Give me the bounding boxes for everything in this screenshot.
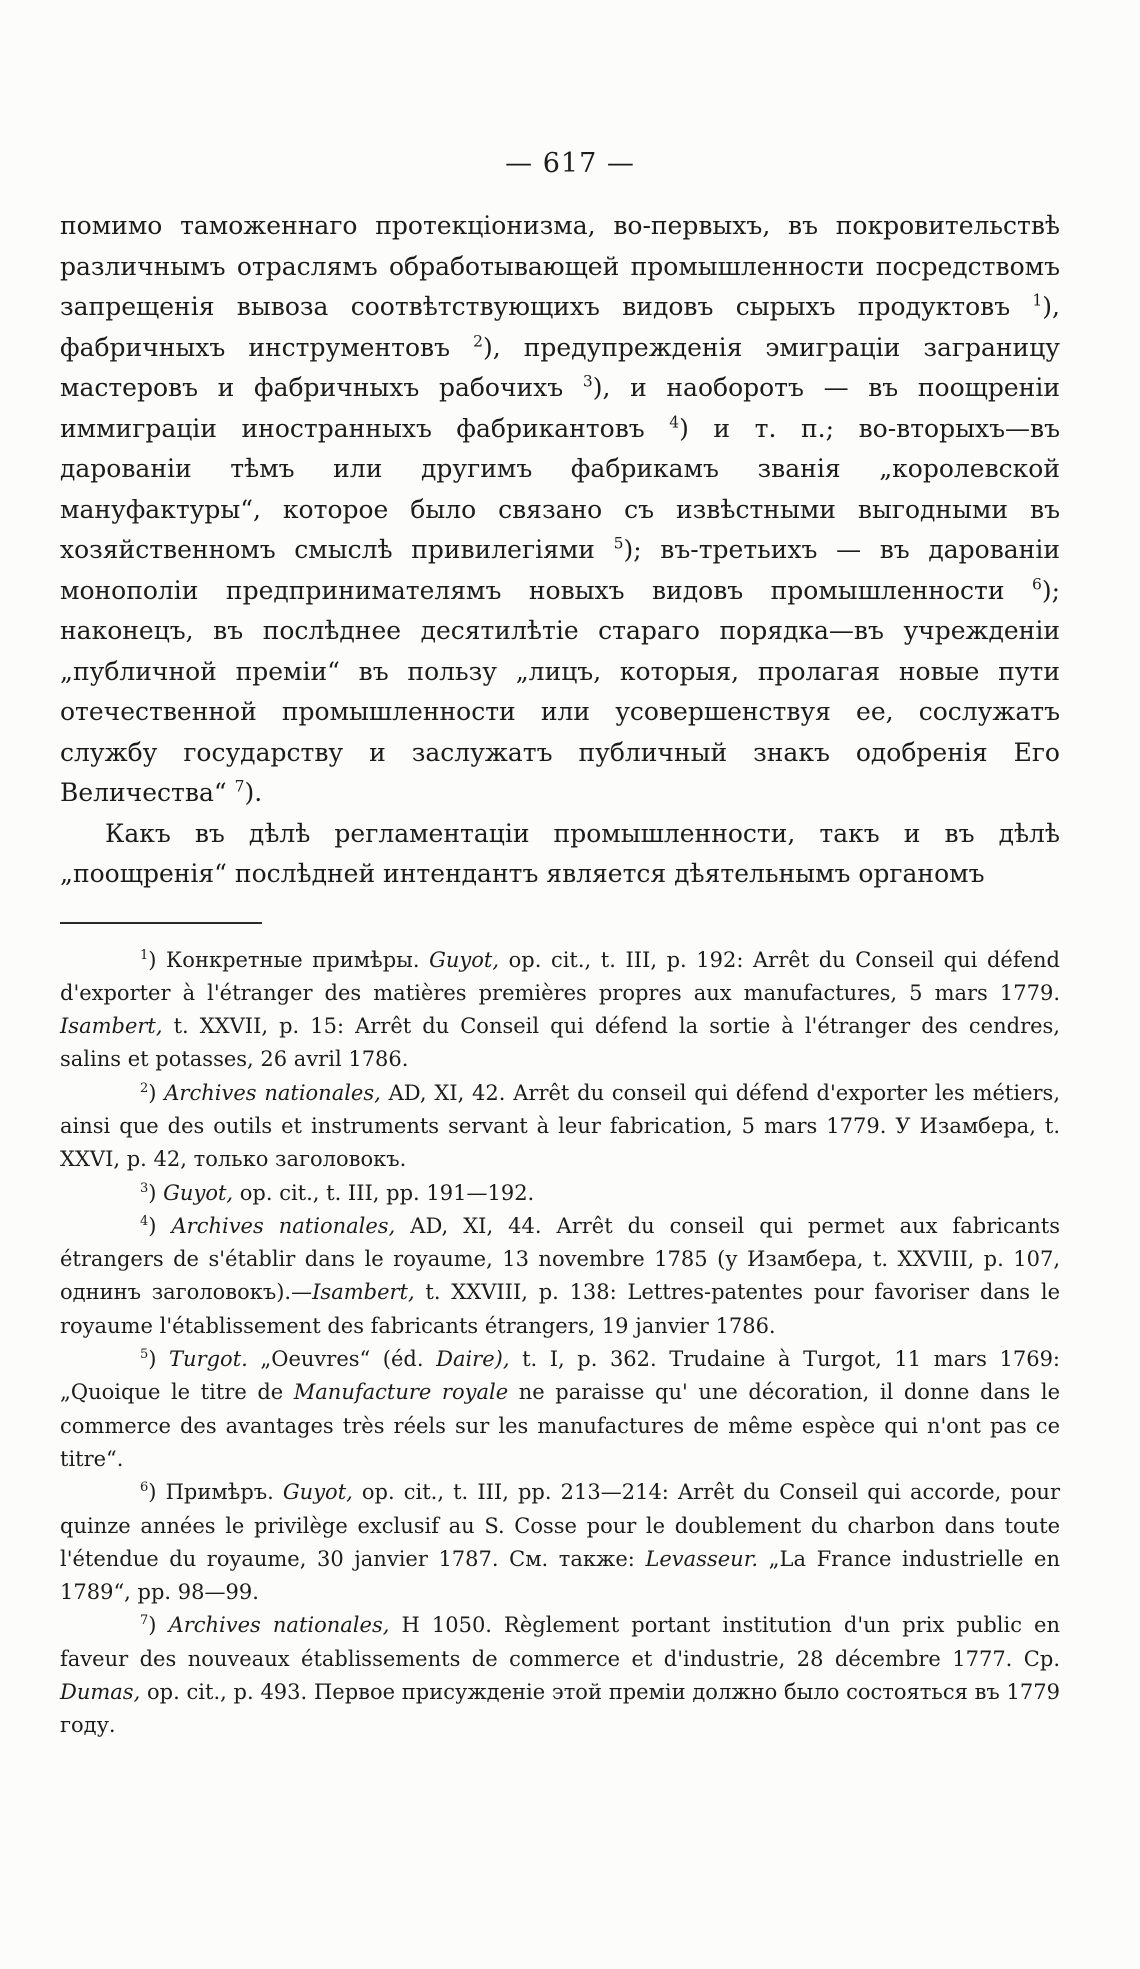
footnote-divider — [60, 922, 262, 924]
paragraph-2: Какъ въ дѣлѣ регламентаціи промышленности, такъ и въ дѣлѣ „поощренія“ послѣдней интендантъ является дѣятельнымъ органомъ — [60, 818, 1060, 888]
paragraph-text: ); наконецъ, въ послѣднее десятилѣтіе стараго порядка—въ учрежденіи „публичной преміи“ въ пользу „лицъ, которыя, пролагая новые пути отечественной промышленности или усовершенствуя ее, сослужатъ службу государству и заслужатъ публичный знакъ одобренія Его Величества“ — [60, 575, 1060, 807]
footnote-ref-4: 4 — [669, 413, 680, 432]
footnote-mark: 7 — [140, 1613, 149, 1629]
footnotes — [60, 944, 1060, 1743]
footnote-text: ) — [148, 1180, 164, 1205]
paragraph-text: ), и наоборотъ — въ поощреніи иммиграціи иностранныхъ фабрикантовъ — [60, 373, 1061, 443]
footnote-author: Levasseur. — [645, 1546, 759, 1571]
footnote-text: H 1050. Règlement portant institution d'un prix public en faveur des nouveaux établissements de commerce et d'industrie, 28 décembre 1777. Ср. — [60, 1613, 1061, 1671]
footnote-ref-2: 2 — [473, 332, 483, 351]
paragraph-1 — [60, 206, 1060, 814]
footnote-text: op. cit., t. III, pp. 213—214: Arrêt du Conseil qui accorde, pour quinze années le privilège exclusif au S. Cosse pour le doublement du charbon dans toute l'étendue du royaume, 30 janvier 1787. См. также: — [60, 1480, 1060, 1571]
footnote-text: ) — [148, 1080, 165, 1105]
footnote-ref-5: 5 — [613, 534, 624, 553]
footnote-text: ) — [148, 1213, 172, 1238]
book-page — [60, 148, 1060, 1743]
paragraph-text: ), фабричныхъ инструментовъ — [60, 292, 1060, 362]
page-number: — 617 — — [505, 148, 635, 179]
footnote-ref-1: 1 — [1032, 291, 1043, 310]
paragraph-text: ). — [244, 778, 263, 807]
paragraph-text: помимо таможеннаго протекціонизма, во-первыхъ, въ покровительствѣ различнымъ отраслямъ обработывающей промышленности посредствомъ запрещенія вывоза соотвѣтствующихъ видовъ сырыхъ продуктовъ — [60, 211, 1060, 321]
footnote-text: „Oeuvres“ (éd. — [247, 1347, 437, 1372]
footnote-mark: 6 — [140, 1480, 149, 1496]
footnote-text: ) — [148, 1613, 169, 1638]
footnote-ref-6: 6 — [1031, 575, 1042, 594]
footnote-text: t. XXVIII, p. 138: Lettres-patentes pour favoriser dans le royaume l'établissement des fabricants étrangers, 19 janvier 1786. — [60, 1280, 1060, 1338]
footnote-mark: 2 — [140, 1080, 149, 1096]
paragraph-text: ), предупрежденія эмиграціи заграницу мастеровъ и фабричныхъ рабочихъ — [60, 332, 1060, 402]
footnote-author: Turgot. — [169, 1347, 248, 1372]
footnote-author: Guyot, — [282, 1480, 353, 1505]
footnote-text: op. cit., t. III, p. 192: Arrêt du Conseil qui défend d'exporter à l'étranger des matières premières propres aux manufactures, 5 mars 1779. — [60, 947, 1060, 1005]
footnote-author: Isambert, — [312, 1280, 415, 1305]
footnote-mark: 3 — [140, 1180, 149, 1196]
paragraph-text: ); въ-третьихъ — въ дарованіи монополіи предпринимателямъ новыхъ видовъ промышленности — [60, 535, 1060, 605]
footnote-quote-title: Manufacture royale — [293, 1380, 509, 1405]
footnote-4 — [60, 1210, 1060, 1343]
footnote-text: t. I, p. 362. Trudaine à Turgot, 11 mars 1769: „Quoique le titre de — [60, 1347, 1060, 1405]
footnote-mark: 5 — [140, 1347, 149, 1363]
footnote-7 — [60, 1609, 1060, 1742]
footnote-text: ) — [148, 1347, 170, 1372]
footnote-5 — [60, 1343, 1060, 1476]
footnote-text: ne paraisse qu' une décoration, il donne dans le commerce des avantages très réels sur les manufactures de même espèce qui n'ont pas ce titre“. — [60, 1380, 1060, 1471]
footnote-2 — [60, 1077, 1060, 1177]
footnote-source: Archives nationales, — [168, 1613, 390, 1638]
footnote-source: Archives nationales, — [171, 1213, 396, 1238]
footnote-6 — [60, 1476, 1060, 1609]
footnote-author: Guyot, — [163, 1180, 234, 1205]
paragraph-text: ) и т. п.; во-вторыхъ—въ дарованіи тѣмъ или другимъ фабрикамъ званія „королевской мануфактуры“, которое было связано съ извѣстными выгодными въ хозяйственномъ смыслѣ привилегіями — [60, 413, 1060, 564]
footnote-text: AD, XI, 44. Arrêt du conseil qui permet aux fabricants étrangers de s'établir dans le royaume, 13 novembre 1785 (у Изамбера, t. XXVIII, p. 107, однинъ заголовокъ).— — [60, 1213, 1061, 1305]
footnote-mark: 4 — [140, 1213, 149, 1229]
footnote-text: „La France industrielle en 1789“, pp. 98—99. — [60, 1546, 1060, 1605]
footnote-author: Isambert, — [60, 1014, 163, 1039]
footnote-author: Guyot, — [429, 947, 500, 972]
footnote-text: op. cit., p. 493. Первое присужденіе этой преміи должно было состояться въ 1779 году. — [60, 1680, 1060, 1738]
footnote-ref-3: 3 — [582, 372, 593, 391]
footnote-text: op. cit., t. III, pp. 191—192. — [233, 1180, 535, 1205]
footnote-text: ) Примѣръ. — [148, 1480, 283, 1505]
footnote-1 — [60, 944, 1060, 1077]
footnote-text: AD, XI, 42. Arrêt du conseil qui défend d'exporter les métiers, ainsi que des outils et instruments servant à leur fabrication, 5 mars 1779. У Изамбера, t. XXVI, p. 42, только заголовокъ. — [60, 1080, 1060, 1172]
footnote-source: Archives nationales, — [164, 1080, 381, 1105]
footnote-author: Dumas, — [60, 1680, 141, 1705]
footnote-mark: 1 — [140, 947, 149, 963]
footnote-text: t. XXVII, p. 15: Arrêt du Conseil qui défend la sortie à l'étranger des cendres, salins et potasses, 26 avril 1786. — [60, 1014, 1060, 1072]
footnote-3 — [60, 1177, 1060, 1210]
main-text — [60, 206, 1060, 895]
footnote-ref-7: 7 — [234, 777, 245, 796]
footnote-text: ) Конкретные примѣры. — [148, 947, 430, 972]
footnote-author: Daire), — [436, 1347, 510, 1372]
